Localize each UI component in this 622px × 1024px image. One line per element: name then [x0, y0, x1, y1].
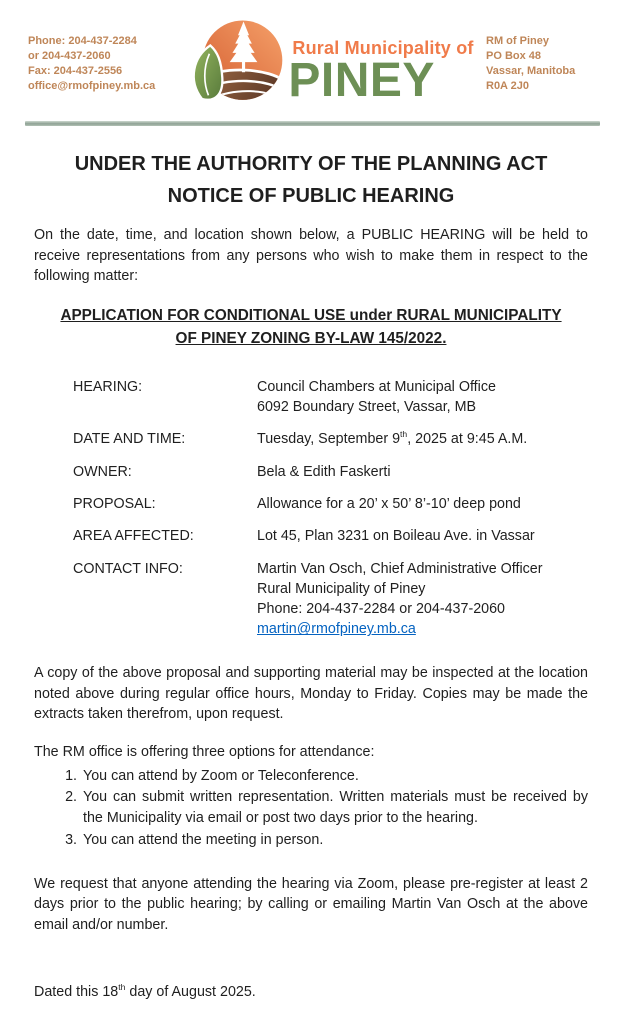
hearing-details-table [73, 377, 588, 640]
contact-municipality-line: Rural Municipality of Piney [257, 580, 426, 597]
logo-wordmark [288, 28, 474, 107]
contact-info-value [257, 559, 588, 640]
piney-emblem-icon [190, 16, 286, 115]
detail-row-date-time [73, 429, 588, 449]
attendance-option-1: 1. You can attend by Zoom or Teleconference. [81, 766, 588, 787]
address-line-4: R0A 2J0 [486, 79, 530, 92]
date-ordinal-suffix: th [400, 429, 408, 440]
notice-body [0, 148, 622, 1002]
dated-ordinal-suffix: th [118, 981, 126, 992]
intro-paragraph: On the date, time, and location shown below, a PUBLIC HEARING will be held to receive representations from any persons who wish to make them in respect to the following matter: [34, 226, 588, 285]
hearing-label: HEARING: [73, 378, 143, 395]
header-divider [25, 121, 600, 126]
notice-title [34, 148, 588, 213]
zoom-preregister-paragraph: We request that anyone attending the hearing via Zoom, please pre-register at least 2 days prior to the public hearing; by calling or emailing Martin Van Osch at the above email and/or number. [34, 875, 588, 933]
phone-line-2: or 204-437-2060 [28, 49, 111, 62]
phone-line-1: Phone: 204-437-2284 [28, 35, 137, 47]
hearing-value [257, 377, 588, 418]
detail-row-area-affected [73, 526, 588, 546]
date-time-value: Tuesday, September 9th, 2025 at 9:45 A.M. [257, 429, 528, 448]
municipality-logo [178, 16, 486, 115]
attendance-option-2: 2. You can submit written representation. Written materials must be received by the Municipality via email or post two days prior to the hearing. [81, 787, 588, 828]
dated-line: Dated this 18th day of August 2025. [34, 981, 256, 1000]
proposal-value: Allowance for a 20’ x 50’ 8’-10’ deep pond [257, 496, 521, 512]
detail-row-owner [73, 462, 588, 482]
office-email: office@rmofpiney.mb.ca [28, 79, 156, 92]
notice-title-line-1: UNDER THE AUTHORITY OF THE PLANNING ACT [74, 153, 548, 175]
attendance-option-3: 3. You can attend the meeting in person. [81, 830, 588, 851]
owner-label: OWNER: [73, 463, 132, 480]
area-affected-label: AREA AFFECTED: [73, 528, 194, 545]
address-line-1: RM of Piney [486, 35, 549, 47]
proposal-label: PROPOSAL: [73, 496, 156, 512]
detail-row-proposal [73, 494, 588, 514]
attendance-intro: The RM office is offering three options for attendance: [34, 743, 375, 760]
fax-line: Fax: 204-437-2556 [28, 64, 123, 77]
contact-name-line: Martin Van Osch, Chief Administrative Officer [257, 560, 543, 577]
contact-info-block [28, 24, 178, 93]
contact-phone-line: Phone: 204-437-2284 or 204-437-2060 [257, 601, 506, 618]
logo-name: PINEY [288, 53, 435, 107]
address-line-2: PO Box 48 [486, 49, 542, 62]
logo-tagline: Rural Municipality of [292, 37, 474, 58]
owner-value: Bela & Edith Faskerti [257, 463, 391, 480]
letterhead [0, 0, 622, 115]
detail-row-contact-info [73, 559, 588, 640]
hearing-location-line-1: Council Chambers at Municipal Office [257, 378, 496, 395]
hearing-location-line-2: 6092 Boundary Street, Vassar, MB [257, 399, 477, 416]
application-heading: APPLICATION FOR CONDITIONAL USE under RURAL MUNICIPALITY OF PINEY ZONING BY-LAW 145/2022. [60, 306, 562, 347]
contact-info-label: CONTACT INFO: [73, 560, 183, 577]
notice-title-line-2: NOTICE OF PUBLIC HEARING [167, 185, 455, 208]
attendance-options-list [34, 766, 588, 851]
address-line-3: Vassar, Manitoba [486, 64, 576, 77]
copy-inspection-paragraph: A copy of the above proposal and supporting material may be inspected at the location noted above during regular office hours, Monday to Friday. Copies may be made the extracts taken therefrom, upon request. [34, 664, 588, 723]
date-time-label: DATE AND TIME: [73, 431, 186, 448]
detail-row-hearing [73, 377, 588, 418]
area-affected-value: Lot 45, Plan 3231 on Boileau Ave. in Vassar [257, 528, 535, 545]
mailing-address-block [486, 24, 604, 93]
contact-email-link[interactable]: martin@rmofpiney.mb.ca [257, 621, 416, 638]
